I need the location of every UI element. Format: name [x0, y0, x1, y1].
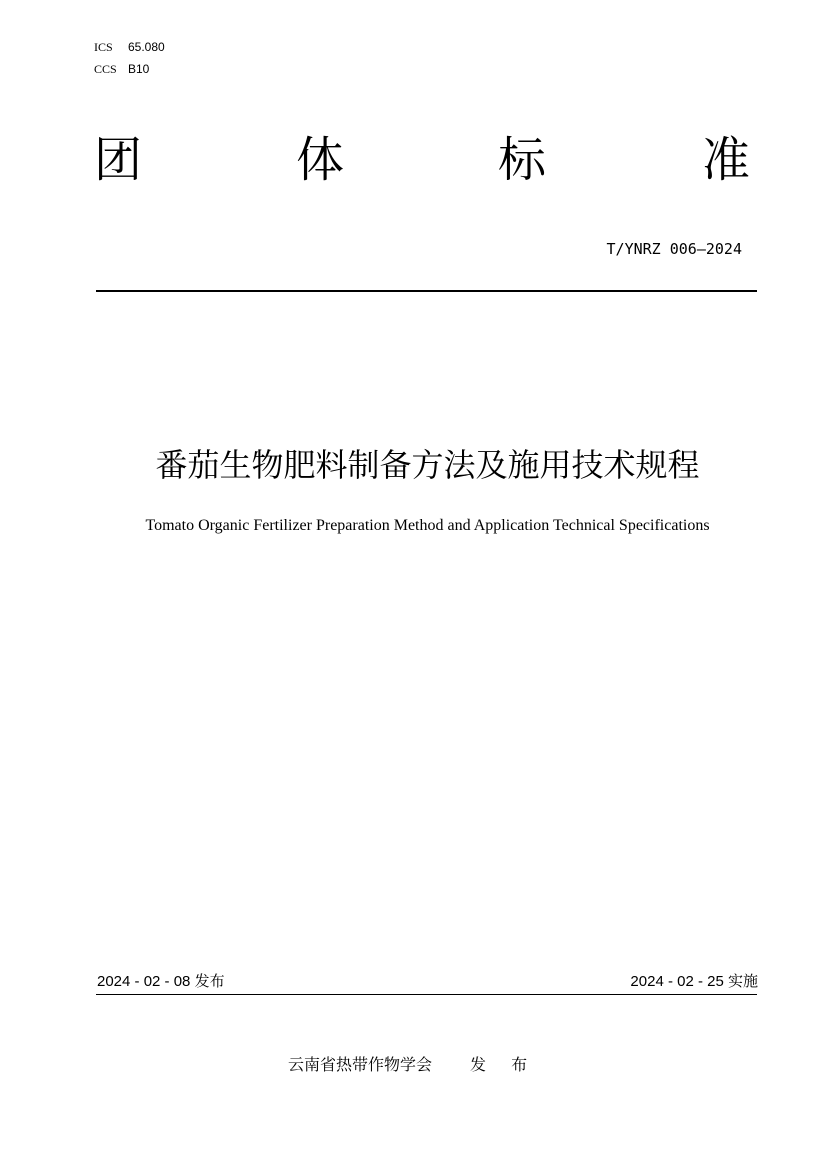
- standard-number: T/YNRZ 006—2024: [606, 240, 742, 258]
- standard-type-char: 准: [702, 132, 751, 188]
- ccs-label: CCS: [94, 62, 117, 76]
- publisher-name: 云南省热带作物学会: [288, 1055, 433, 1074]
- ics-value: 65.080: [128, 40, 165, 54]
- implementation-date: 2024 - 02 - 25 实施: [630, 973, 758, 990]
- publisher-action: 发 布: [470, 1055, 538, 1074]
- standard-type-char: 标: [498, 132, 547, 188]
- standard-type-char: 体: [296, 132, 345, 188]
- issue-date: 2024 - 02 - 08 发布: [97, 973, 225, 990]
- ccs-value: B10: [128, 62, 150, 76]
- ccs-code: [94, 62, 149, 76]
- standard-type-heading: [94, 130, 750, 190]
- document-title-chinese: 番茄生物肥料制备方法及施用技术规程: [155, 446, 700, 484]
- ics-label: ICS: [94, 40, 113, 54]
- document-title-english: Tomato Organic Fertilizer Preparation Method and Application Technical Specifications: [145, 517, 710, 534]
- top-divider: [96, 290, 757, 292]
- standard-type-char: 团: [94, 132, 143, 188]
- publisher-line: [288, 1054, 537, 1076]
- bottom-divider: [96, 994, 757, 995]
- ics-code: [94, 40, 165, 54]
